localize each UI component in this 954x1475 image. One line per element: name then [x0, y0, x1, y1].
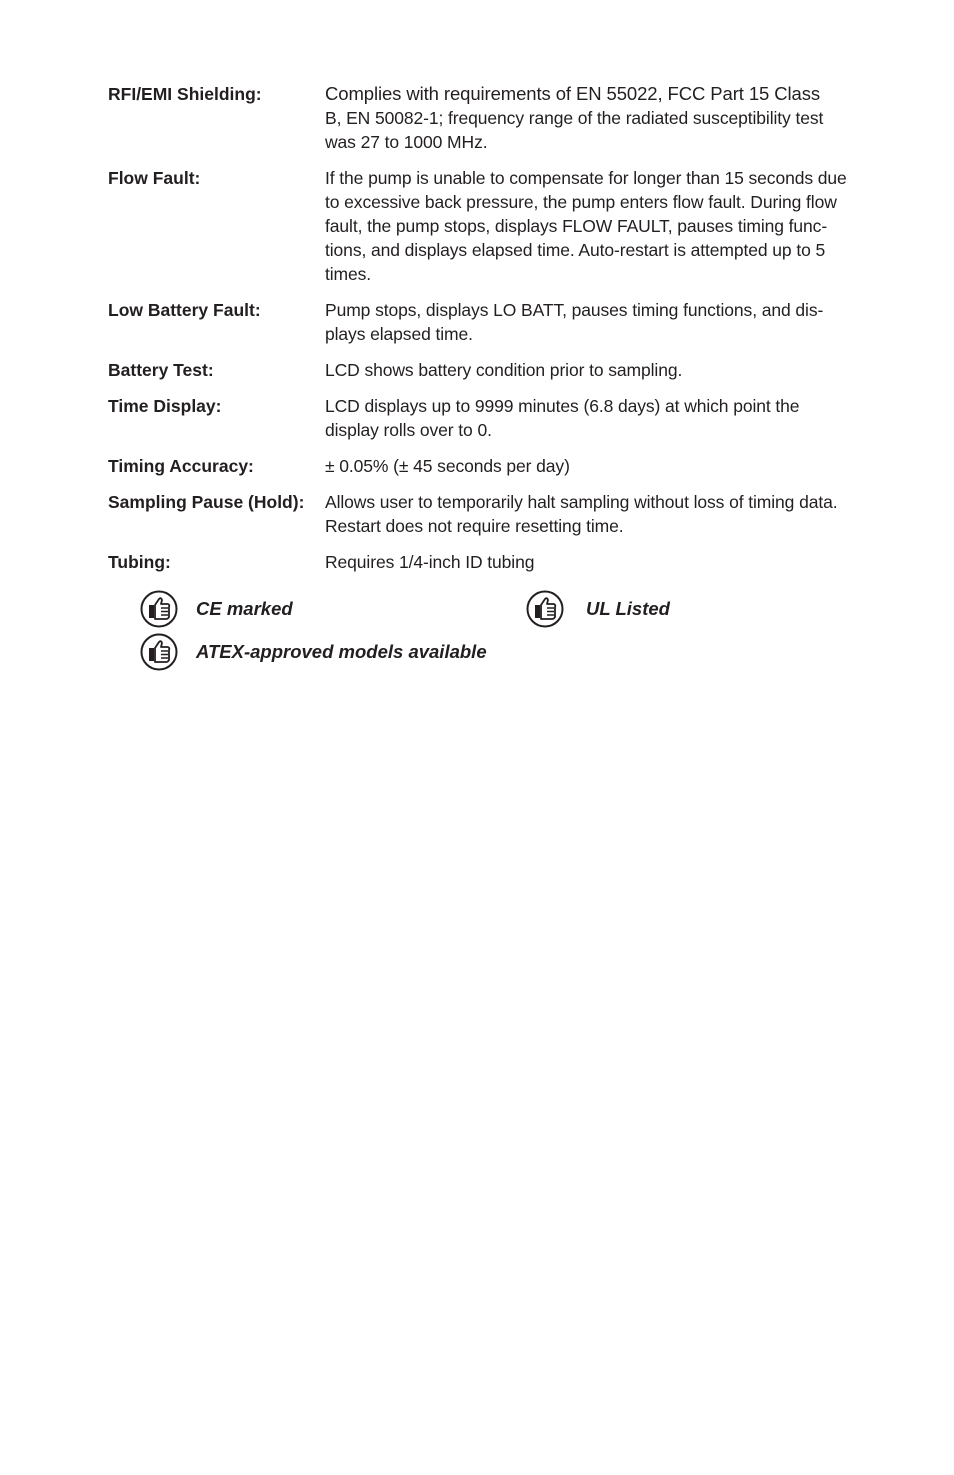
spec-label: Tubing:: [108, 552, 171, 572]
spec-low-battery-fault: [108, 298, 868, 346]
spec-list: [108, 82, 868, 586]
spec-timing-accuracy: [108, 454, 868, 478]
spec-value-line: Allows user to temporarily halt sampling without loss of timing data.: [325, 492, 838, 512]
spec-value-line: ± 0.05% (± 45 seconds per day): [325, 456, 570, 476]
spec-value-line: Requires 1/4-inch ID tubing: [325, 552, 535, 572]
cert-label: ATEX-approved models available: [196, 641, 487, 662]
spec-value-line: If the pump is unable to compensate for longer than 15 seconds due: [325, 168, 847, 188]
spec-label: Sampling Pause (Hold):: [108, 492, 305, 512]
spec-value-line: fault, the pump stops, displays FLOW FAULT, pauses timing func-: [325, 216, 828, 236]
cert-row-1: [108, 590, 868, 630]
spec-value-line: display rolls over to 0.: [325, 420, 492, 440]
spec-sampling-pause: [108, 490, 868, 538]
spec-label: Low Battery Fault:: [108, 300, 261, 320]
spec-rfi-emi-shielding: [108, 82, 868, 154]
thumbs-up-icon: [140, 633, 178, 671]
spec-label: Timing Accuracy:: [108, 456, 254, 476]
spec-value-line: Pump stops, displays LO BATT, pauses timing functions, and dis-: [325, 300, 824, 320]
thumbs-up-icon: [526, 590, 564, 628]
cert-label: UL Listed: [586, 598, 670, 619]
spec-label: Time Display:: [108, 396, 222, 416]
spec-value-line: was 27 to 1000 MHz.: [325, 132, 488, 152]
spec-label: Flow Fault:: [108, 168, 201, 188]
spec-battery-test: [108, 358, 868, 382]
spec-value-line: Complies with requirements of EN 55022, FCC Part 15 Class: [325, 83, 821, 104]
cert-row-2: [108, 633, 868, 673]
spec-value-line: B, EN 50082-1; frequency range of the radiated susceptibility test: [325, 108, 824, 128]
spec-value-line: LCD displays up to 9999 minutes (6.8 days) at which point the: [325, 396, 800, 416]
spec-label: RFI/EMI Shielding:: [108, 84, 262, 104]
spec-value-line: plays elapsed time.: [325, 324, 473, 344]
cert-label: CE marked: [196, 598, 293, 619]
spec-value-line: tions, and displays elapsed time. Auto-restart is attempted up to 5: [325, 240, 826, 260]
spec-value-line: to excessive back pressure, the pump enters flow fault. During flow: [325, 192, 837, 212]
spec-value-line: LCD shows battery condition prior to sampling.: [325, 360, 683, 380]
spec-tubing: [108, 550, 868, 574]
spec-value-line: Restart does not require resetting time.: [325, 516, 624, 536]
spec-label: Battery Test:: [108, 360, 214, 380]
spec-time-display: [108, 394, 868, 442]
spec-value-line: times.: [325, 264, 372, 284]
thumbs-up-icon: [140, 590, 178, 628]
spec-flow-fault: [108, 166, 868, 286]
